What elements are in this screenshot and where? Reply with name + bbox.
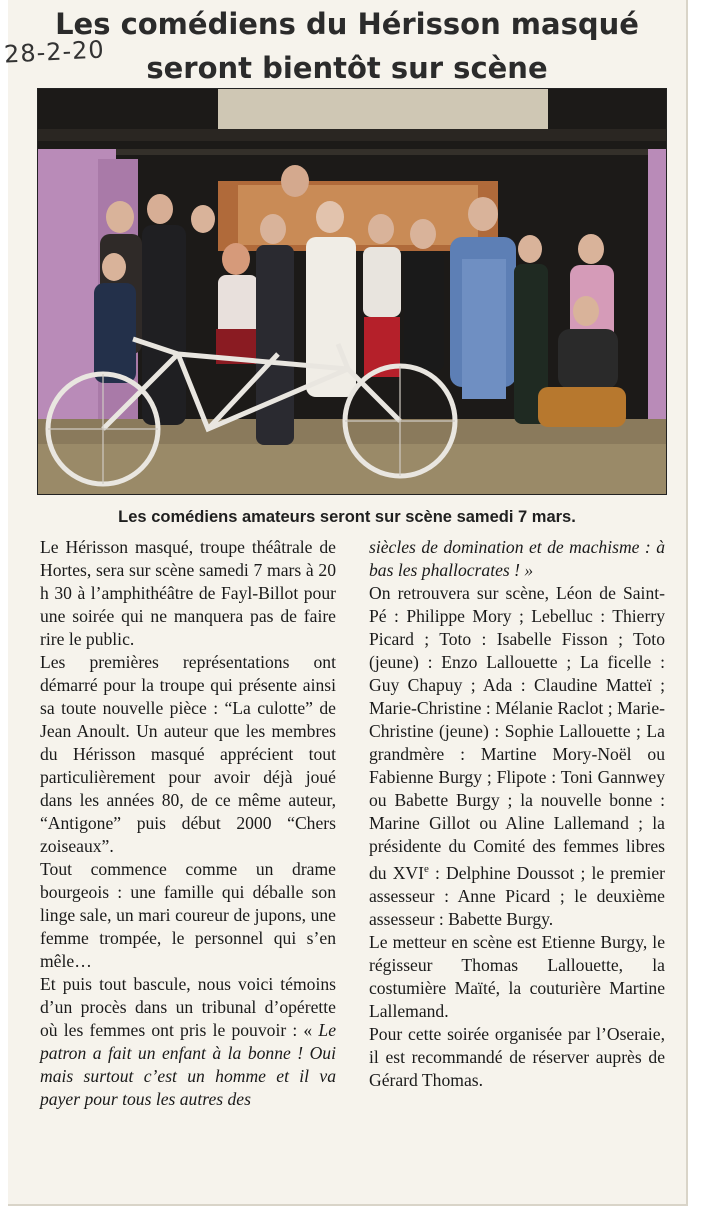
paragraph-cast — [369, 582, 665, 931]
article-column-left — [40, 536, 336, 1111]
headline-line-1: Les comédiens du Hérisson masqué — [55, 7, 639, 41]
photo-caption: Les comédiens amateurs seront sur scène samedi 7 mars. — [118, 508, 576, 526]
stage-photo-illustration — [38, 89, 666, 494]
paragraph-quote-end — [369, 536, 665, 582]
paragraph-booking: Pour cette soirée organisée par l’Oseraie, il est recommandé de réserver auprès de Gérard Thomas. — [369, 1023, 665, 1090]
cast-list-end: : Delphine Doussot ; le premier assesseur : Anne Picard ; le deuxième assesseur : Babette Burgy. — [369, 862, 665, 929]
paragraph-play: Les premières représentations ont démarré pour la troupe qui présente ainsi sa toute nouvelle pièce : “La culotte” de Jean Anoult. Un auteur que les membres du Hérisson masqué apprécient tout particulièrement pour avoir déjà joué dans les années 80, de ce même auteur, “Antigone” puis début 2000 “Chers zoiseaux”. — [40, 652, 336, 856]
paragraph-twist — [40, 973, 336, 1111]
headline-line-2: seront bientôt sur scène — [146, 51, 548, 85]
headline — [8, 2, 686, 90]
twist-intro: Et puis tout bascule, nous voici témoins d’un procès dans un tribunal d’opérette où les femmes ont pris le pouvoir : « — [40, 974, 336, 1040]
article-column-right — [369, 536, 665, 1092]
century-superscript: e — [424, 863, 429, 875]
handwritten-date: 28-2-20 — [3, 35, 106, 69]
twist-quote: Le patron a fait un enfant à la bonne ! Oui mais surtout c’est un homme et il va payer pour tous les autres des — [40, 1020, 336, 1109]
cast-list: On retrouvera sur scène, Léon de Saint-Pé : Philippe Mory ; Lebelluc : Thierry Picard ; Toto : Isabelle Fisson ; Toto (jeune) : Enzo Lallouette ; La ficelle : Guy Chapuy ; Ada : Claudine Matteï ; Marie-Christine : Mélanie Raclot ; Marie-Christine (jeune) : Sophie Lallouette ; La grandmère : Martine Mory-Noël ou Fabienne Burgy ; Flipote : Toni Gannwey ou Babette Burgy ; la nouvelle bonne : Marine Gillot ou Aline Lallemand ; la présidente du Comité des femmes libres du XVI — [369, 583, 665, 883]
paragraph-plot: Tout commence comme un drame bourgeois : une famille qui déballe son linge sale, un mari coureur de jupons, une femme trompée, le personnel qui s’en mêle… — [40, 859, 336, 971]
group-photo — [37, 88, 667, 495]
paragraph-intro: Le Hérisson masqué, troupe théâtrale de Hortes, sera sur scène samedi 7 mars à 20 h 30 à l’amphithéâtre de Fayl-Billot pour une soirée qui ne manquera pas de faire rire le public. — [40, 537, 336, 649]
quote-end: siècles de domination et de machisme : à bas les phallocrates ! » — [369, 537, 665, 580]
paragraph-crew: Le metteur en scène est Etienne Burgy, le régisseur Thomas Lallouette, la costumière Maïté, la couturière Martine Lallemand. — [369, 931, 665, 1021]
